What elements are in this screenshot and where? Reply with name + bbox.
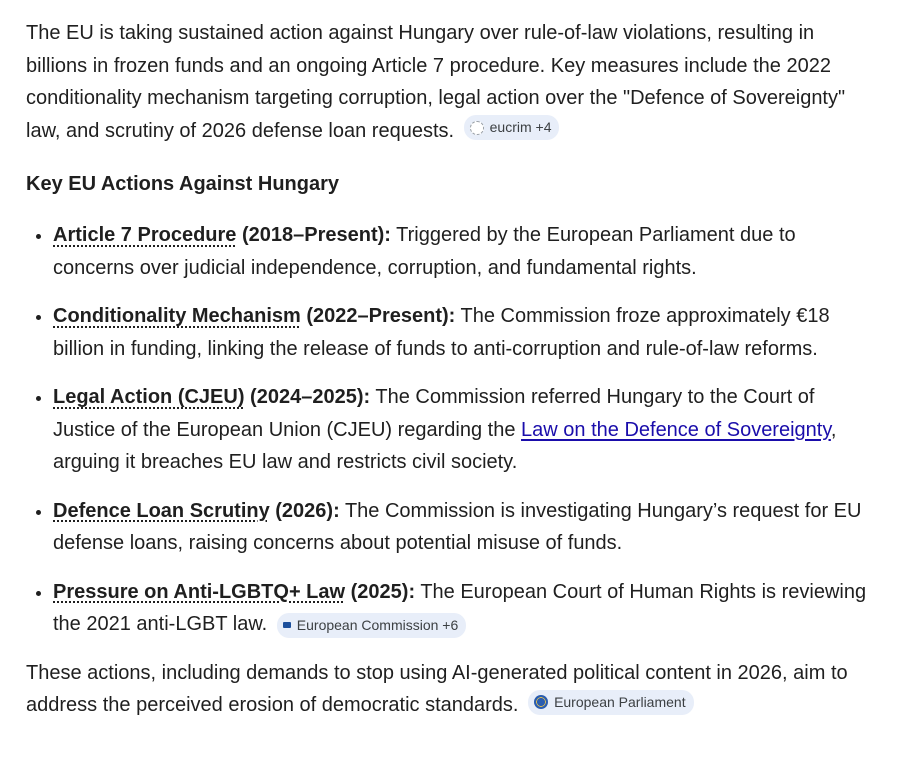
eu-commission-icon	[283, 622, 291, 628]
term-period: (2024–2025):	[244, 386, 371, 408]
actions-list	[26, 219, 879, 641]
sovereignty-law-link[interactable]: Law on the Defence of Sovereignty	[521, 418, 831, 441]
term-period: (2018–Present):	[236, 224, 391, 246]
term-link-legal-action[interactable]: Legal Action (CJEU)	[53, 386, 245, 408]
source-chip-eucrim[interactable]	[464, 115, 560, 140]
eucrim-icon	[470, 121, 484, 135]
item-text: Triggered by the European Parliament due to concerns over judicial independence, corruption, and fundamental rights.	[53, 224, 796, 279]
intro-paragraph	[26, 17, 879, 147]
item-text: The European Court of Human Rights is reviewing the 2021 anti-LGBT law.	[53, 580, 867, 635]
source-chip-label: eucrim +4	[489, 119, 552, 135]
item-text: The Commission referred Hungary to the Court of Justice of the European Union (CJEU) regarding the	[53, 386, 815, 441]
list-item-lgbtq-law	[53, 576, 879, 641]
source-chip-label: European Commission +6	[296, 616, 459, 633]
list-item-defence-loan	[53, 495, 879, 560]
eu-parliament-icon	[534, 695, 548, 709]
source-chip-label: European Parliament	[554, 693, 686, 710]
term-period: (2026):	[269, 499, 340, 522]
source-chip-european-parliament[interactable]	[528, 690, 694, 715]
term-period: (2022–Present):	[300, 305, 456, 327]
source-chip-european-commission[interactable]	[277, 613, 466, 638]
item-text: , arguing it breaches EU law and restricts civil society.	[53, 418, 837, 473]
term-link-defence-loan[interactable]: Defence Loan Scrutiny	[53, 499, 270, 522]
term-link-conditionality[interactable]: Conditionality Mechanism	[53, 305, 301, 327]
term-link-lgbtq-law[interactable]: Pressure on Anti-LGBTQ+ Law	[53, 580, 346, 603]
term-period: (2025):	[345, 580, 416, 603]
item-text: The Commission is investigating Hungary’s request for EU defense loans, raising concerns about potential misuse of funds.	[53, 499, 862, 554]
section-heading: Key EU Actions Against Hungary	[26, 173, 340, 195]
item-text: The Commission froze approximately €18 billion in funding, linking the release of funds to anti-corruption and rule-of-law reforms.	[53, 305, 830, 360]
closing-paragraph	[26, 657, 879, 722]
term-link-article-7[interactable]: Article 7 Procedure	[53, 224, 237, 246]
list-item-article-7	[53, 219, 879, 284]
list-item-conditionality	[53, 300, 879, 365]
list-item-legal-action	[53, 381, 879, 479]
intro-text: The EU is taking sustained action against Hungary over rule-of-law violations, resulting in billions in frozen funds and an ongoing Article 7 procedure. Key measures include the 2022 conditionality mechanism targeting corruption, legal action over the "Defence of Sovereignty" law, and scrutiny of 2026 defense loan requests.	[26, 22, 846, 142]
closing-text: These actions, including demands to stop using AI-generated political content in 2026, aim to address the perceived erosion of democratic standards.	[26, 661, 848, 716]
